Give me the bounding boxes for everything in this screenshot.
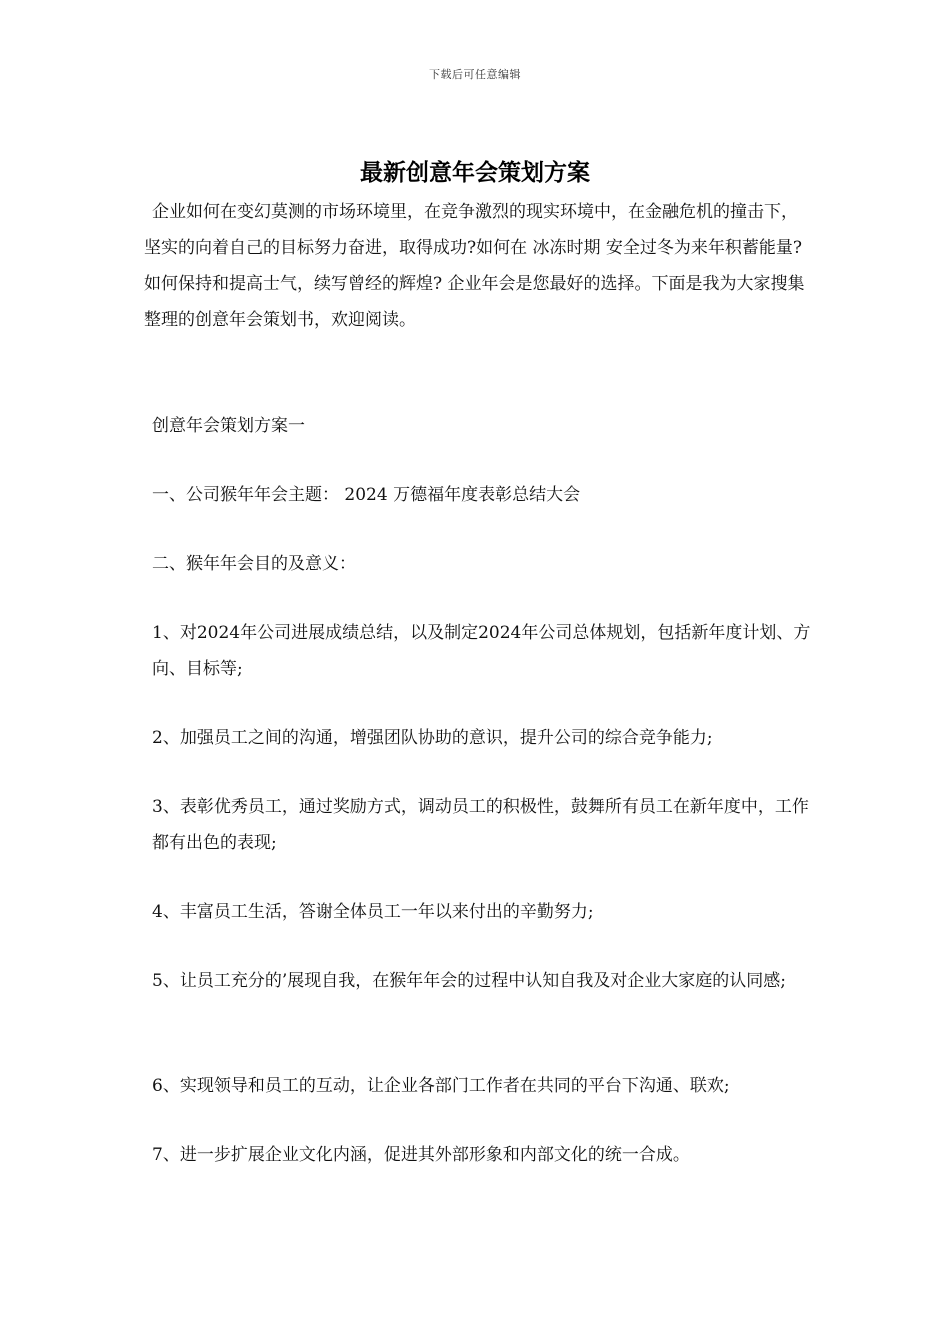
list-item: 3、表彰优秀员工，通过奖励方式，调动员工的积极性，鼓舞所有员工在新年度中，工作都有出色的表现;: [152, 797, 809, 853]
list-item: 4、丰富员工生活，答谢全体员工一年以来付出的辛勤努力;: [152, 902, 594, 922]
list-item: 2、加强员工之间的沟通，增强团队协助的意识，提升公司的综合竞争能力;: [152, 728, 713, 748]
intro-paragraph: 企业如何在变幻莫测的市场环境里，在竞争激烈的现实环境中，在金融危机的撞击下，坚实的向着自己的目标努力奋进，取得成功?如何在 冰冻时期 安全过冬为来年积蓄能量?如何保持和提高士气，续写曾经的辉煌? 企业年会是您最好的选择。下面是我为大家搜集整理的创意年会策划书，欢迎阅读。: [144, 202, 805, 330]
header-note: 下载后可任意编辑: [429, 68, 521, 81]
list-item: 1、对2024年公司进展成绩总结，以及制定2024年公司总体规划，包括新年度计划、方向、目标等;: [152, 623, 811, 679]
list-item: 6、实现领导和员工的互动，让企业各部门工作者在共同的平台下沟通、联欢;: [152, 1076, 730, 1096]
document-title: 最新创意年会策划方案: [360, 159, 590, 186]
list-item: 7、进一步扩展企业文化内涵，促进其外部形象和内部文化的统一合成。: [152, 1145, 690, 1165]
section-title: 创意年会策划方案一: [152, 416, 305, 436]
purpose-heading: 二、猴年年会目的及意义：: [152, 554, 356, 574]
theme-item: 一、公司猴年年会主题： 2024 万德福年度表彰总结大会: [152, 485, 581, 505]
list-item: 5、让员工充分的’展现自我，在猴年年会的过程中认知自我及对企业大家庭的认同感;: [152, 971, 786, 991]
